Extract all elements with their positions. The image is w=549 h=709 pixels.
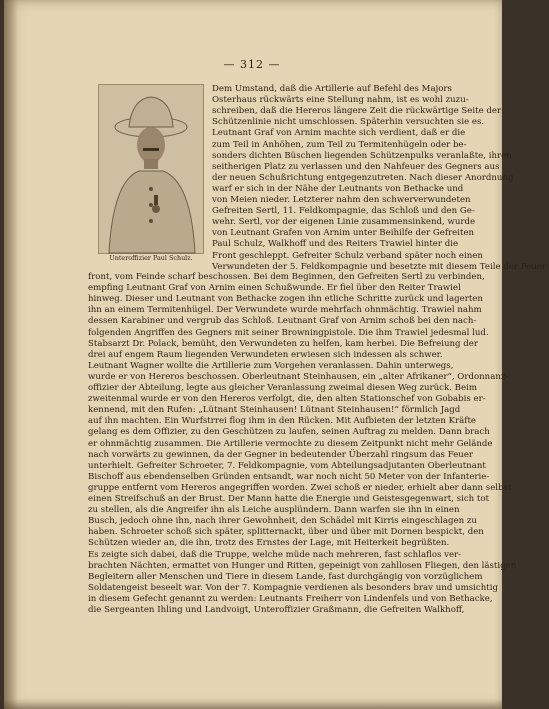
text-line: Schützenlinie nicht umschlossen. Späterhin versuchten sie es. xyxy=(212,117,485,128)
text-line: ihn an einem Termitenhügel. Der Verwundete wurde mehrfach ohnmächtig. Trawiel nahm xyxy=(88,305,482,316)
text-line: schreiben, daß die Hereros längere Zeit die rückwärtige Seite der xyxy=(212,106,502,117)
text-line: front, vom Feinde scharf beschossen. Bei dem Beginnen, den Gefreiten Sertl zu verbinden, xyxy=(88,272,485,282)
text-line: wehr. Sertl, vor der eigenen Linie zusammensinkend, wurde xyxy=(212,217,476,228)
text-line: Stabsarzt Dr. Polack, bemüht, den Verwundeten zu helfen, kam herbei. Die Befreiung der xyxy=(88,338,478,349)
text-line: einen Streifschuß an der Brust. Der Mann hatte die Energie und Geistesgegenwart, sich tot xyxy=(88,494,490,504)
text-line: von Meien nieder. Letzterer nahm den schwerverwundeten xyxy=(212,195,471,205)
text-line: warf er sich in der Nähe der Leutnants von Bethacke und xyxy=(212,183,464,194)
text-line: gelang es dem Offizier, zu den Geschützen zu laufen, seinen Auftrag zu melden. Dann brach xyxy=(88,427,490,438)
text-line: dessen Karabiner und vergrub das Schloß. Leutnant Graf von Arnim schoß bei den nach- xyxy=(88,316,477,327)
text-line: zweitenmal wurde er von den Hereros verfolgt, die, den alten Stationschef von Gobabis er- xyxy=(88,394,486,405)
text-line: seitherigen Platz zu verlassen und den Nahfeuer des Gegners aus xyxy=(212,161,500,172)
text-line: kennend, mit den Rufen: „Lütnant Steinhausen! Lütnant Steinhausen!“ förmlich Jagd xyxy=(88,405,461,416)
text-line: auf ihn machten. Ein Wurfstrrei flog ihm in den Rücken. Mit Aufbieten der letzten Kräfte xyxy=(88,416,477,427)
text-line: Begleitern aller Menschen und Tiere in diesem Lande, fast durchgängig von vorzüglichem xyxy=(88,571,483,582)
text-line: nach vorwärts zu gewinnen, da der Gegner in bedeutender Überzahl ringsum das Feuer xyxy=(88,449,474,460)
text-line: der neuen Schußrichtung entgegenzutreten. Nach dieser Anordnung xyxy=(212,172,514,183)
text-line: Schützen wieder an, die ihn, trotz des Ernstes der Lage, mit Heiterkeit begrüßten. xyxy=(88,538,450,549)
text-line: Front geschleppt. Gefreiter Schulz verband später noch einen xyxy=(212,250,483,261)
text-line: Bischoff aus ebendenselben Gründen entsandt, war noch nicht 50 Meter von der Infanterie- xyxy=(88,471,490,482)
portrait-photo xyxy=(98,84,204,254)
text-line: Es zeigte sich dabei, daß die Truppe, welche müde nach mehreren, fast schlaflos ver- xyxy=(88,549,462,560)
text-line: Paul Schulz, Walkhoff und des Reiters Trawiel hinter die xyxy=(212,239,459,250)
text-line: er ohnmächtig zusammen. Die Artillerie vermochte zu diesem Zeitpunkt nicht mehr Gelände xyxy=(88,438,493,449)
text-line: offizier der Abteilung, legte aus gleicher Veranlassung zweimal diesen Weg zurück. Beim xyxy=(88,383,477,393)
text-line: empfing Leutnant Graf von Arnim einen Schußwunde. Er fiel über den Reiter Trawiel xyxy=(88,283,461,294)
text-line: zum Teil in Anhöhen, zum Teil zu Termitenhügeln oder be- xyxy=(212,139,467,150)
text-line: Dem Umstand, daß die Artillerie auf Befehl des Majors xyxy=(212,84,452,94)
text-line: die Sergeanten Ihling und Landvoigt, Unteroffizier Graßmann, die Gefreiten Walkhoff, xyxy=(88,605,465,615)
text-line: Leutnant Wagner wollte die Artillerie zum Vorgehen veranlassen. Dahin unterwegs, xyxy=(88,360,454,371)
text-line: wurde er von Hereros beschossen. Oberleutnant Steinhausen, ein „alter Afrikaner“, Ordonnanz- xyxy=(88,371,509,382)
text-line: Soldatengeist beseelt war. Von der 7. Kompagnie verdienen als besonders brav und umsichtig xyxy=(88,582,498,593)
page-bottom-shadow xyxy=(4,699,502,709)
text-line: Verwundeten der 5. Feldkompagnie und besetzte mit diesem Teile der Feuer- xyxy=(212,261,549,272)
text-line: in diesem Gefecht genannt zu werden: Leutnants Freiherr von Lindenfels und von Bethacke, xyxy=(88,593,493,604)
photo-caption: Unteroffizier Paul Schulz. xyxy=(109,254,193,262)
page-spine-shadow xyxy=(4,0,18,709)
text-line: haben. Schroeter schoß sich später, splitternackt, über und über mit Dornen bespickt, den xyxy=(88,527,484,538)
portrait-figure xyxy=(99,85,203,253)
text-line: brachten Nächten, ermattet von Hunger und Ritten, gepeinigt von zahllosen Fliegen, den lästigen xyxy=(88,560,517,571)
text-line: Busch, jedoch ohne ihn, nach ihrer Gewohnheit, den Schädel mit Kirris eingeschlagen zu xyxy=(88,516,477,527)
text-line: folgenden Angriffen des Gegners mit seiner Browningpistole. Die ihm Trawiel jedesmal lud. xyxy=(88,327,489,338)
text-line: sonders dichten Büschen liegenden Schützenpulks veranlaßte, ihren xyxy=(212,150,512,161)
text-line: unterhielt. Gefreiter Schroeter, 7. Feldkompagnie, vom Abteilungsadjutanten Oberleutnant xyxy=(88,460,486,471)
text-line: Leutnant Graf von Arnim machte sich verdient, daß er die xyxy=(212,128,466,139)
text-line: Gefreiten Sertl, 11. Feldkompagnie, das Schloß und den Ge- xyxy=(212,206,475,217)
text-line: von Leutnant Grafen von Arnim unter Beihilfe der Gefreiten xyxy=(212,228,475,239)
text-line: hinweg. Dieser und Leutnant von Bethacke zogen ihn etliche Schritte zurück und lagerten xyxy=(88,294,483,305)
page-number: — 312 — xyxy=(223,58,281,71)
text-line: drei auf engem Raum liegenden Verwundeten erwiesen sich indessen als schwer. xyxy=(88,349,443,360)
text-line: Osterhaus rückwärts eine Stellung nahm, ist es wohl zuzu- xyxy=(212,95,469,106)
text-line: zu stellen, als die Angreifer ihn als Leiche ausplündern. Dann warfen sie ihn in einen xyxy=(88,505,460,516)
text-line: gruppe entfernt vom Hereros angegriffen worden. Zwei schoß er nieder, erhielt aber dann selbst xyxy=(88,482,512,493)
